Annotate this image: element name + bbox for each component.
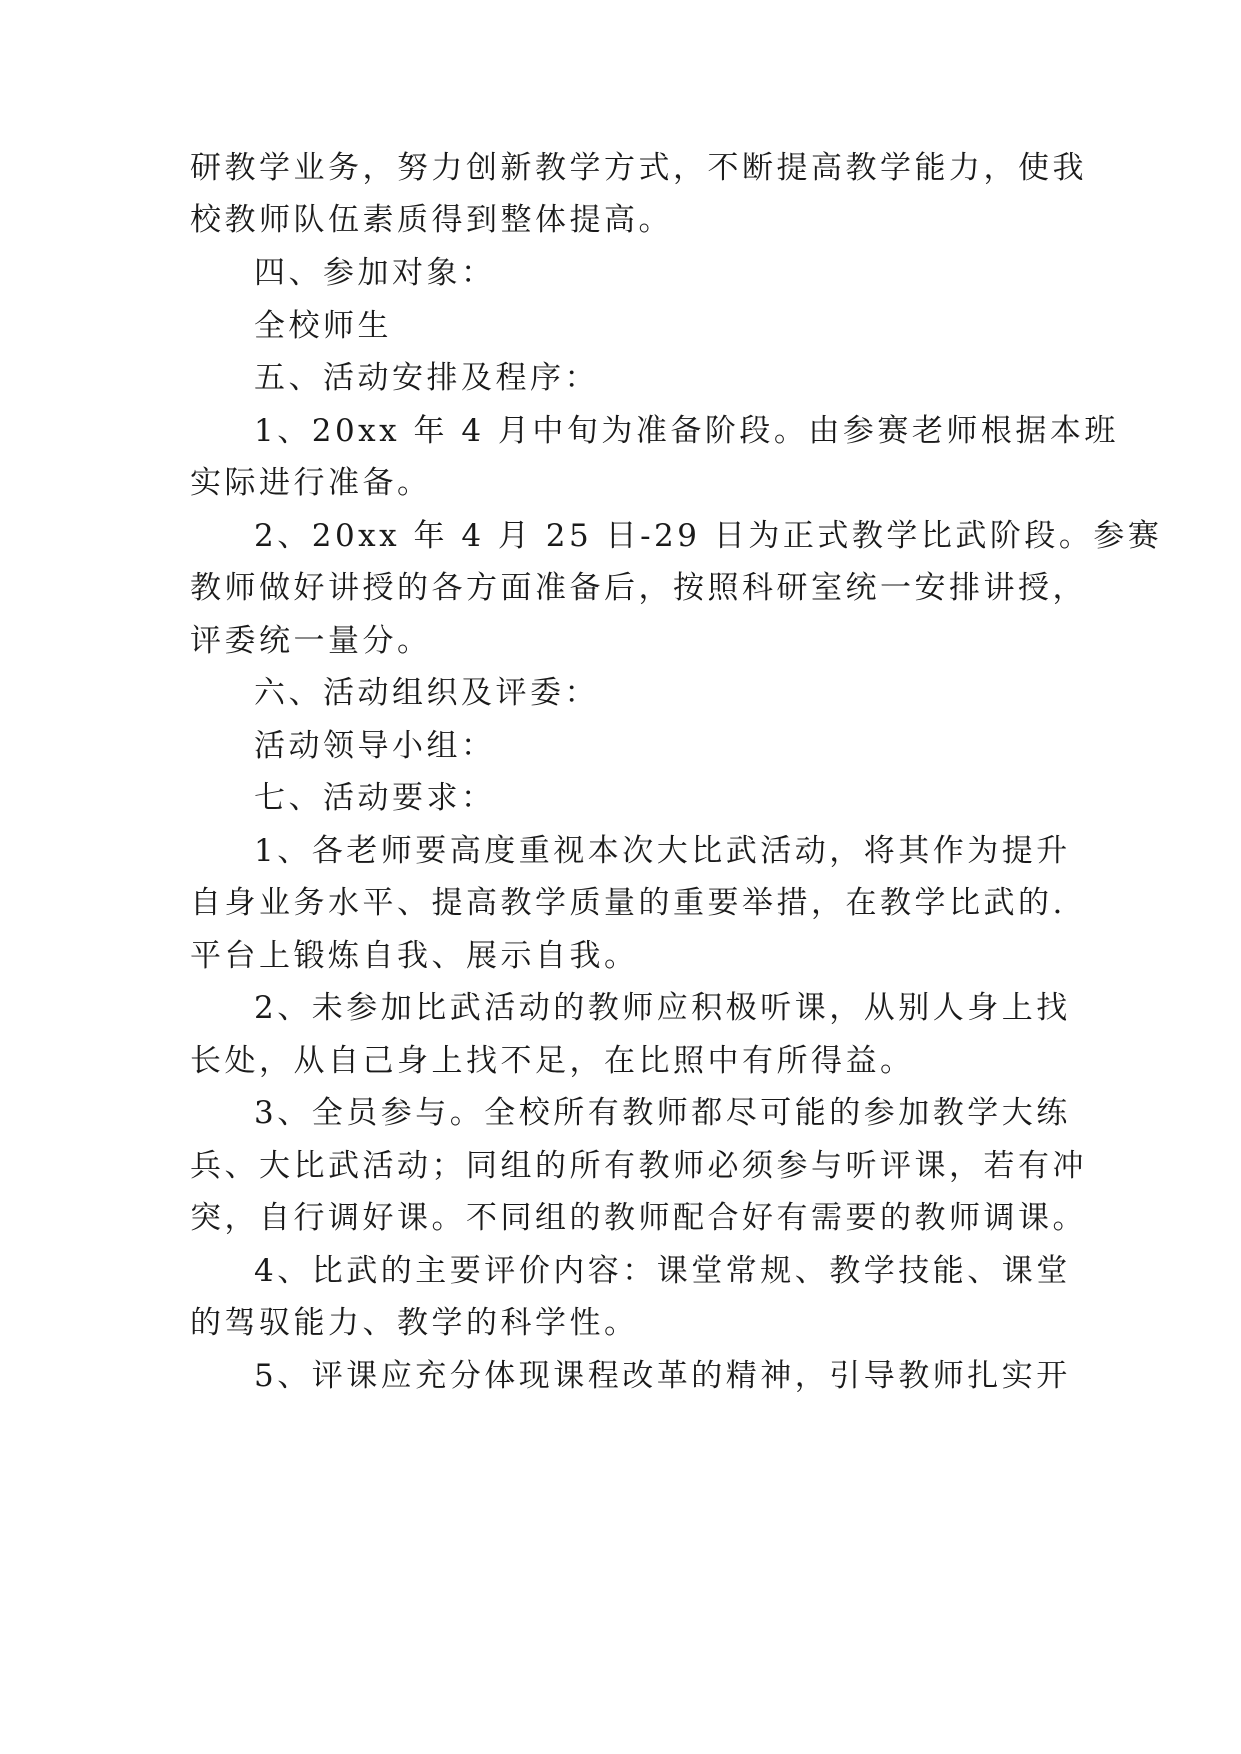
paragraph-line: 2、20xx 年 4 月 25 日-29 日为正式教学比武阶段。参赛 — [254, 518, 1163, 554]
paragraph-line: 实际进行准备。 — [190, 465, 432, 501]
paragraph-line: 2、未参加比武活动的教师应积极听课，从别人身上找 — [254, 990, 1071, 1026]
paragraph-line: 长处，从自己身上找不足，在比照中有所得益。 — [190, 1043, 915, 1079]
paragraph-line: 1、20xx 年 4 月中旬为准备阶段。由参赛老师根据本班 — [254, 413, 1119, 449]
paragraph-line: 自身业务水平、提高教学质量的重要举措，在教学比武的. — [190, 885, 1066, 921]
section-heading-4: 四、参加对象： — [254, 255, 496, 291]
section-heading-6: 六、活动组织及评委： — [254, 675, 599, 711]
paragraph-line: 评委统一量分。 — [190, 623, 432, 659]
document-page — [190, 0, 1163, 1754]
paragraph-line: 的驾驭能力、教学的科学性。 — [190, 1305, 639, 1341]
paragraph-line: 兵、大比武活动；同组的所有教师必须参与听评课，若有冲 — [190, 1148, 1087, 1184]
paragraph-line: 校教师队伍素质得到整体提高。 — [190, 202, 673, 238]
paragraph-line: 4、比武的主要评价内容：课堂常规、教学技能、课堂 — [254, 1253, 1071, 1289]
paragraph-line: 全校师生 — [254, 308, 392, 344]
paragraph-line: 3、全员参与。全校所有教师都尽可能的参加教学大练 — [254, 1095, 1071, 1131]
paragraph-line: 教师做好讲授的各方面准备后，按照科研室统一安排讲授， — [190, 570, 1087, 606]
section-heading-5: 五、活动安排及程序： — [254, 360, 599, 396]
paragraph-line: 平台上锻炼自我、展示自我。 — [190, 938, 639, 974]
section-heading-7: 七、活动要求： — [254, 780, 496, 816]
paragraph-line: 突，自行调好课。不同组的教师配合好有需要的教师调课。 — [190, 1200, 1087, 1236]
paragraph-line: 5、评课应充分体现课程改革的精神，引导教师扎实开 — [254, 1358, 1071, 1394]
paragraph-line: 活动领导小组： — [254, 728, 496, 764]
paragraph-line: 1、各老师要高度重视本次大比武活动，将其作为提升 — [254, 833, 1071, 869]
paragraph-line: 研教学业务，努力创新教学方式，不断提高教学能力，使我 — [190, 150, 1087, 186]
